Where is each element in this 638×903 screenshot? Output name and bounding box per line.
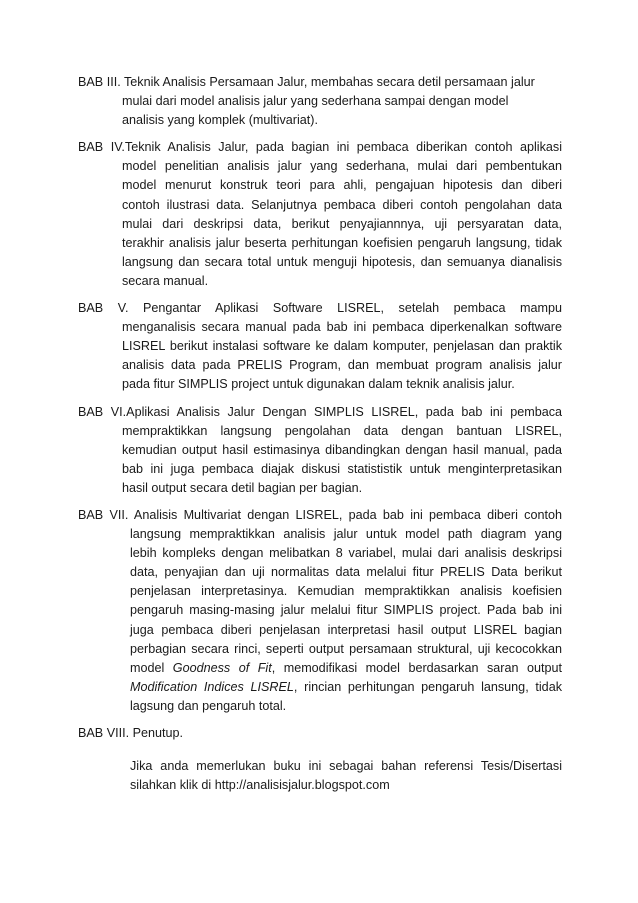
chapter-line: BAB IV.Teknik Analisis Jalur, pada bagian ini pembaca diberikan contoh aplikasi bbox=[78, 140, 562, 155]
chapter-line: model penelitian analisis jalur yang sederhana, mulai dari pembentukan bbox=[122, 159, 562, 174]
chapter-line: hasil output secara detil bagian per bagian. bbox=[122, 480, 363, 495]
chapter-entry-bab4 bbox=[78, 138, 562, 291]
line-text: , memodifikasi model berdasarkan saran output bbox=[271, 660, 562, 675]
chapter-line: menganalisis secara manual pada bab ini pembaca diperkenalkan software bbox=[122, 320, 562, 335]
emphasized-term: Goodness of Fit bbox=[172, 660, 272, 675]
chapter-line: BAB VII. Analisis Multivariat dengan LISREL, pada bab ini pembaca diberi contoh bbox=[78, 507, 562, 522]
chapter-line: langsung dan secara total untuk menguji hipotesis, dan semuanya dianalisis bbox=[122, 254, 562, 269]
line-text: model bbox=[130, 660, 173, 675]
chapter-entry-bab5 bbox=[78, 299, 562, 394]
chapter-line: pada fitur SIMPLIS project untuk digunakan dalam teknik analisis jalur. bbox=[122, 377, 515, 392]
chapter-line: mempraktikkan langsung pengolahan data dengan bantuan LISREL, bbox=[122, 423, 562, 438]
chapter-list bbox=[78, 73, 562, 743]
closing-line-2: silahkan klik di http://analisisjalur.blogspot.com bbox=[130, 778, 390, 793]
chapter-line: data, penyajian dan uji normalitas data melalui fitur PRELIS Data berikut bbox=[130, 565, 562, 580]
chapter-line: langsung mempraktikkan analisis jalur untuk model path diagram yang bbox=[130, 527, 562, 542]
chapter-line bbox=[78, 659, 562, 678]
chapter-line: LISREL berikut instalasi software ke dalam komputer, penjelasan dan praktik bbox=[122, 339, 562, 354]
document-page bbox=[78, 73, 562, 795]
chapter-line: mulai dari model analisis jalur yang sederhana sampai dengan model bbox=[122, 94, 509, 109]
line-text: , rincian perhitungan pengaruh lansung, tidak bbox=[293, 679, 562, 694]
chapter-line: mulai dari deskripsi data, berikut penyajiannnya, uji persyaratan data, bbox=[122, 216, 562, 231]
chapter-line: lebih kompleks dengan melibatkan 8 variabel, mulai dari analisis deskripsi bbox=[130, 546, 562, 561]
chapter-line: perbagian secara rinci, seperti output persamaan struktural, uji kecocokkan bbox=[130, 641, 562, 656]
chapter-line: kemudian output hasil estimasinya dibandingkan dengan hasil manual, pada bbox=[122, 442, 562, 457]
chapter-line: bab ini juga pembaca diajak diskusi statististik untuk menginterpretasikan bbox=[122, 461, 562, 476]
closing-note bbox=[78, 757, 562, 795]
chapter-line bbox=[78, 678, 562, 697]
chapter-line: BAB VI.Aplikasi Analisis Jalur Dengan SIMPLIS LISREL, pada bab ini pembaca bbox=[78, 404, 562, 419]
chapter-line: terakhir analisis jalur beserta perhitungan koefisien pengaruh langsung, tidak bbox=[122, 235, 562, 250]
chapter-entry-bab7 bbox=[78, 506, 562, 716]
chapter-entry-bab6 bbox=[78, 403, 562, 498]
chapter-line: BAB III. Teknik Analisis Persamaan Jalur, membahas secara detil persamaan jalur bbox=[78, 75, 535, 89]
chapter-line: analisis yang komplek (multivariat). bbox=[122, 113, 318, 128]
chapter-entry-bab8 bbox=[78, 724, 562, 743]
chapter-line: lagsung dan pengaruh total. bbox=[130, 698, 287, 713]
chapter-line: analisis data pada PRELIS Program, dan membuat program analisis jalur bbox=[122, 358, 562, 373]
chapter-line: penjelasan interpretasinya. Kemudian mempraktikkan analisis koefisien bbox=[130, 584, 562, 599]
chapter-line: BAB VIII. Penutup. bbox=[78, 726, 184, 740]
chapter-line: BAB V. Pengantar Aplikasi Software LISREL, setelah pembaca mampu bbox=[78, 301, 562, 316]
chapter-entry-bab3 bbox=[78, 73, 562, 130]
chapter-line: secara manual. bbox=[122, 273, 209, 288]
emphasized-term: Modification Indices LISREL bbox=[130, 679, 294, 694]
chapter-line: contoh ilustrasi data. Selanjutnya pembaca diberi contoh pengolahan data bbox=[122, 197, 562, 212]
chapter-line: pengaruh masing-masing jalur melalui fitur SIMPLIS project. Pada bab ini bbox=[130, 603, 562, 618]
chapter-line: juga pembaca diberi penjelasan interpretasi hasil output LISREL bagian bbox=[130, 622, 562, 637]
chapter-line: model menurut konstruk teori para ahli, pengajuan hipotesis dan diberi bbox=[122, 178, 562, 193]
closing-line-1: Jika anda memerlukan buku ini sebagai bahan referensi Tesis/Disertasi bbox=[130, 759, 562, 774]
